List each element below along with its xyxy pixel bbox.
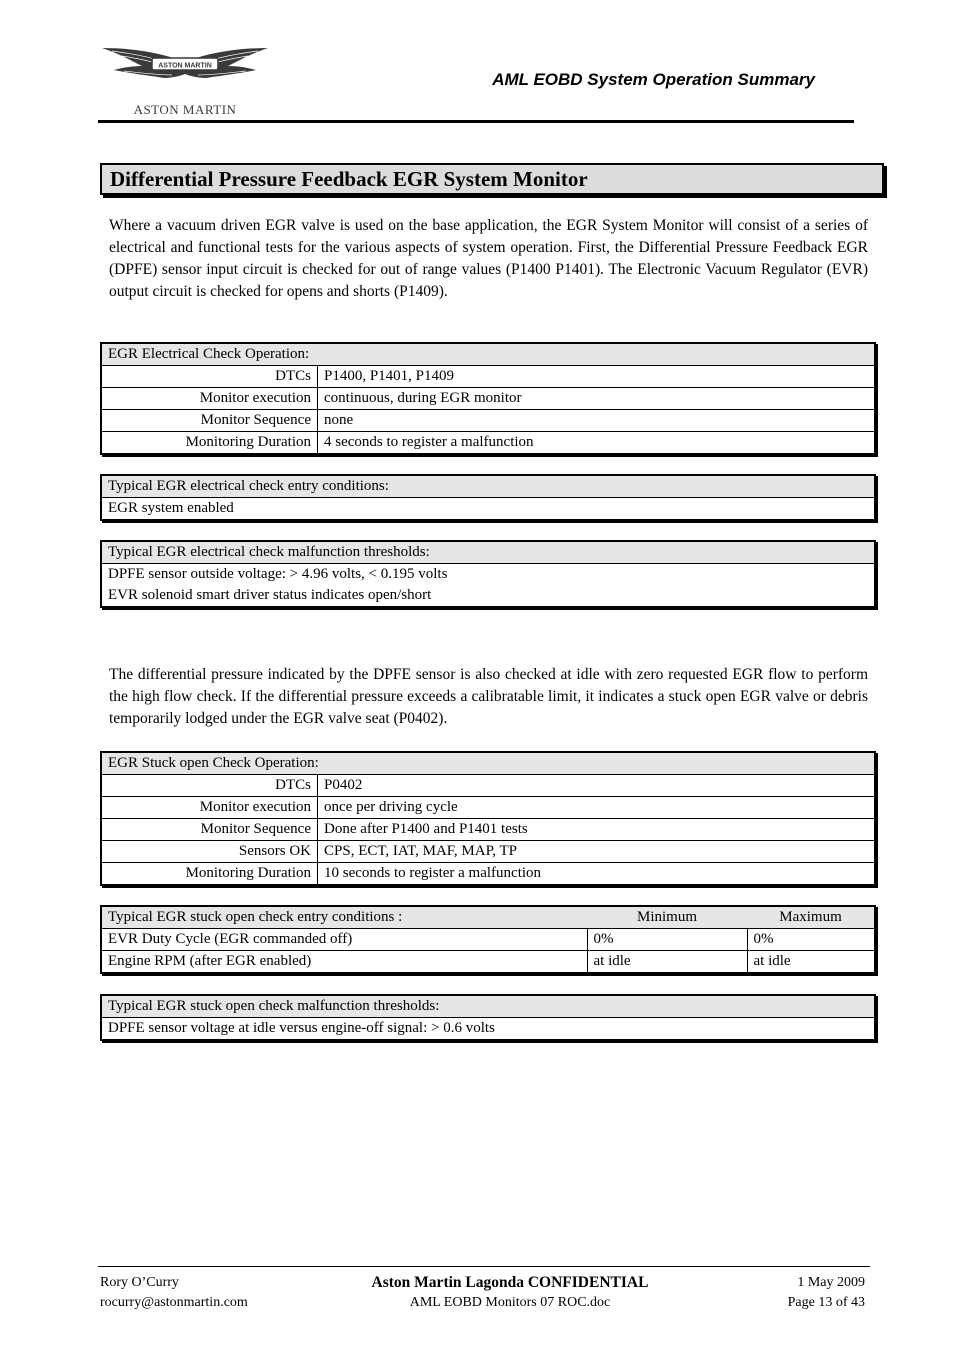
table-row: DPFE sensor outside voltage: > 4.96 volts, < 0.195 volts: [101, 564, 875, 586]
footer-filename: AML EOBD Monitors 07 ROC.doc: [409, 1295, 611, 1310]
footer-confidential: Aston Martin Lagonda CONFIDENTIAL: [371, 1274, 649, 1291]
intro-paragraph: Where a vacuum driven EGR valve is used on the base application, the EGR System Monitor will consist of a series of electrical and functional tests for the various aspects of system operation. First, the Differential Pressure Feedback EGR (DPFE) sensor input circuit is checked for out of range values (P1400 P1401). The Electronic Vacuum Regulator (EVR) output circuit is checked for opens and shorts (P1409).: [109, 217, 868, 300]
table-header: Typical EGR electrical check entry conditions:: [101, 475, 875, 498]
footer-date: 1 May 2009: [797, 1275, 865, 1290]
table-row: Sensors OK CPS, ECT, IAT, MAF, MAP, TP: [101, 841, 875, 863]
table-row: DTCs P0402: [101, 775, 875, 797]
stuck-open-check-table: [100, 751, 876, 886]
electrical-thresholds-table: [100, 540, 876, 608]
logo-plate-text: ASTON MARTIN: [158, 62, 212, 70]
table-header: Typical EGR stuck open check malfunction thresholds:: [101, 995, 875, 1018]
table-row: Engine RPM (after EGR enabled) at idle at idle: [101, 951, 875, 974]
table-row: Monitoring Duration 10 seconds to register a malfunction: [101, 863, 875, 886]
document-title: AML EOBD System Operation Summary: [492, 70, 815, 89]
footer-divider: [98, 1266, 870, 1267]
section-title: Differential Pressure Feedback EGR System Monitor: [100, 163, 884, 195]
column-header-maximum: Maximum: [747, 906, 875, 929]
table-row: Monitor Sequence Done after P1400 and P1401 tests: [101, 819, 875, 841]
electrical-check-table: [100, 342, 876, 455]
table-row: Monitor Sequence none: [101, 410, 875, 432]
header-divider: [98, 120, 854, 123]
stuck-open-entry-table: [100, 905, 876, 974]
brand-wordmark: ASTON MARTIN: [133, 102, 237, 117]
table-row: DTCs P1400, P1401, P1409: [101, 366, 875, 388]
table-row: Monitor execution continuous, during EGR monitor: [101, 388, 875, 410]
footer-author: Rory O’Curry: [100, 1275, 179, 1290]
electrical-entry-table: [100, 474, 876, 521]
column-header-minimum: Minimum: [587, 906, 747, 929]
stuck-open-thresholds-table: [100, 994, 876, 1041]
table-header: EGR Electrical Check Operation:: [101, 343, 875, 366]
table-row: EVR Duty Cycle (EGR commanded off) 0% 0%: [101, 929, 875, 951]
stuck-open-paragraph: The differential pressure indicated by the DPFE sensor is also checked at idle with zero requested EGR flow to perform the high flow check. If the differential pressure exceeds a calibratable limit, it indicates a stuck open EGR valve or debris temporarily lodged under the EGR valve seat (P0402).: [109, 666, 868, 727]
table-header: Typical EGR electrical check malfunction thresholds:: [101, 541, 875, 564]
table-row: EGR system enabled: [101, 498, 875, 521]
table-row: DPFE sensor voltage at idle versus engine-off signal: > 0.6 volts: [101, 1018, 875, 1041]
table-row: Monitor execution once per driving cycle: [101, 797, 875, 819]
footer-email: rocurry@astonmartin.com: [100, 1295, 248, 1310]
table-header: Typical EGR stuck open check entry conditions :: [101, 906, 587, 929]
aston-martin-logo: [100, 40, 270, 120]
table-header: EGR Stuck open Check Operation:: [101, 752, 875, 775]
table-row: Monitoring Duration 4 seconds to register a malfunction: [101, 432, 875, 455]
footer-page-number: Page 13 of 43: [787, 1295, 865, 1310]
table-row: EVR solenoid smart driver status indicates open/short: [101, 585, 875, 607]
